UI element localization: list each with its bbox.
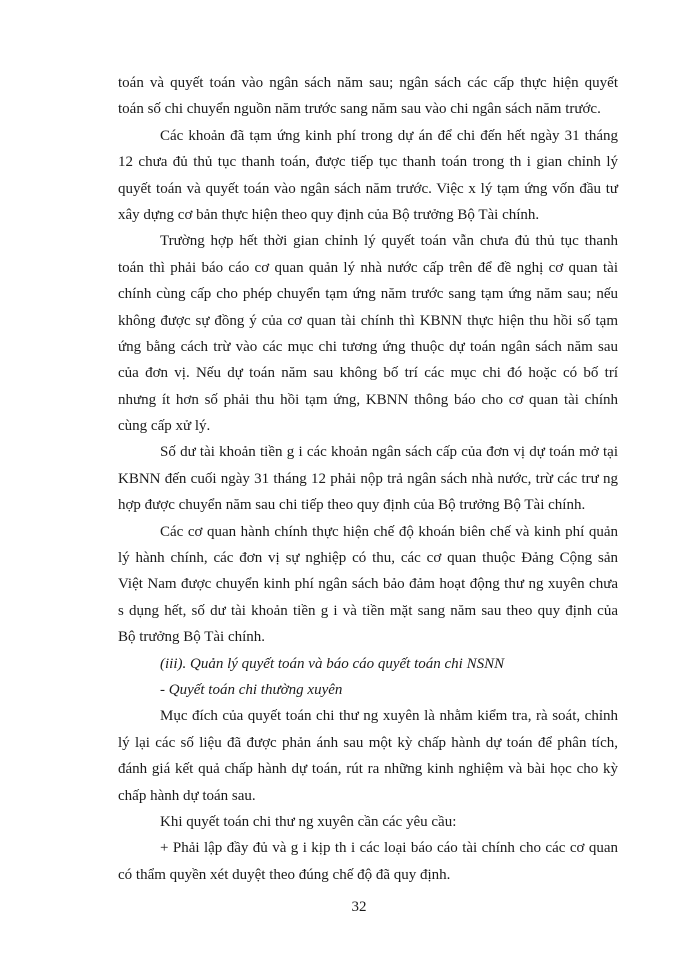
text-line: chính cùng cấp cho phép chuyển tạm ứng năm trước sang tạm ứng năm sau; nếu [118,286,618,303]
text-line: ứng bằng cách trừ vào các mục chi tương ứng thuộc dự toán ngân sách năm sau [118,338,618,355]
page-number: 32 [351,899,367,915]
text-line: toán thì phải báo cáo cơ quan quản lý nhà nước cấp trên để đề nghị cơ quan tài [118,259,618,276]
text-line: chấp hành dự toán sau. [118,787,256,804]
text-line: lý lại các số liệu đã được phản ánh sau một kỳ chấp hành dự toán để phân tích, [118,734,618,751]
text-line: Các cơ quan hành chính thực hiện chế độ khoán biên chế và kinh phí quản [160,523,618,540]
text-line: - Quyết toán chi thường xuyên [160,681,343,698]
text-line: KBNN đến cuối ngày 31 tháng 12 phải nộp trả ngân sách nhà nước, trừ các trư ng [118,470,618,487]
text-line: không được sự đồng ý của cơ quan tài chính thì KBNN thực hiện thu hồi số tạm [118,312,618,329]
text-line: quyết toán và quyết toán vào ngân sách năm trước. Việc x lý tạm ứng vốn đầu tư [118,180,618,197]
text-line: cùng cấp xử lý. [118,418,211,435]
text-line: Số dư tài khoản tiền g i các khoản ngân sách cấp của đơn vị dự toán mở tại [160,444,618,461]
text-line: hợp được chuyển năm sau chi tiếp theo quy định của Bộ trưởng Bộ Tài chính. [118,497,586,514]
text-line: Trường hợp hết thời gian chỉnh lý quyết toán vẫn chưa đủ thủ tục thanh [160,233,618,250]
text-line: toán số chi chuyển nguồn năm trước sang năm sau vào chi ngân sách năm trước. [118,101,601,118]
text-line: Các khoản đã tạm ứng kinh phí trong dự án để chi đến hết ngày 31 tháng [160,127,618,144]
text-line: đánh giá kết quả chấp hành dự toán, rút ra những kinh nghiệm và bài học cho kỳ [118,761,618,778]
text-line: Mục đích của quyết toán chi thư ng xuyên là nhằm kiểm tra, rà soát, chỉnh [160,708,618,725]
text-line: xây dựng cơ bản thực hiện theo quy định của Bộ trưởng Bộ Tài chính. [118,206,540,223]
text-line: lý hành chính, các đơn vị sự nghiệp có thu, các cơ quan thuộc Đảng Cộng sản [118,550,618,567]
text-line: Việt Nam được chuyển kinh phí ngân sách bảo đảm hoạt động thư ng xuyên chưa [118,576,618,593]
body-text [118,70,618,888]
text-line: Bộ trưởng Bộ Tài chính. [118,629,266,646]
text-line: Khi quyết toán chi thư ng xuyên cần các yêu cầu: [160,813,457,830]
text-line: + Phải lập đầy đủ và g i kịp th i các loại báo cáo tài chính cho các cơ quan [160,840,618,857]
text-line: 12 chưa đủ thủ tục thanh toán, được tiếp tục thanh toán trong th i gian chỉnh lý [118,154,618,171]
text-line: s dụng hết, số dư tài khoản tiền g i và tiền mặt sang năm sau theo quy định của [118,602,618,619]
text-line: toán và quyết toán vào ngân sách năm sau; ngân sách các cấp thực hiện quyết [118,75,618,91]
text-line: (iii). Quản lý quyết toán và báo cáo quyết toán chi NSNN [160,655,505,672]
text-line: có thẩm quyền xét duyệt theo đúng chế độ đã quy định. [118,866,451,883]
text-line: nhưng ít hơn số phải thu hồi tạm ứng, KBNN thông báo cho cơ quan tài chính [118,391,618,408]
text-line: của đơn vị. Nếu dự toán năm sau không bố trí các mục chi đó hoặc có bố trí [118,365,618,382]
